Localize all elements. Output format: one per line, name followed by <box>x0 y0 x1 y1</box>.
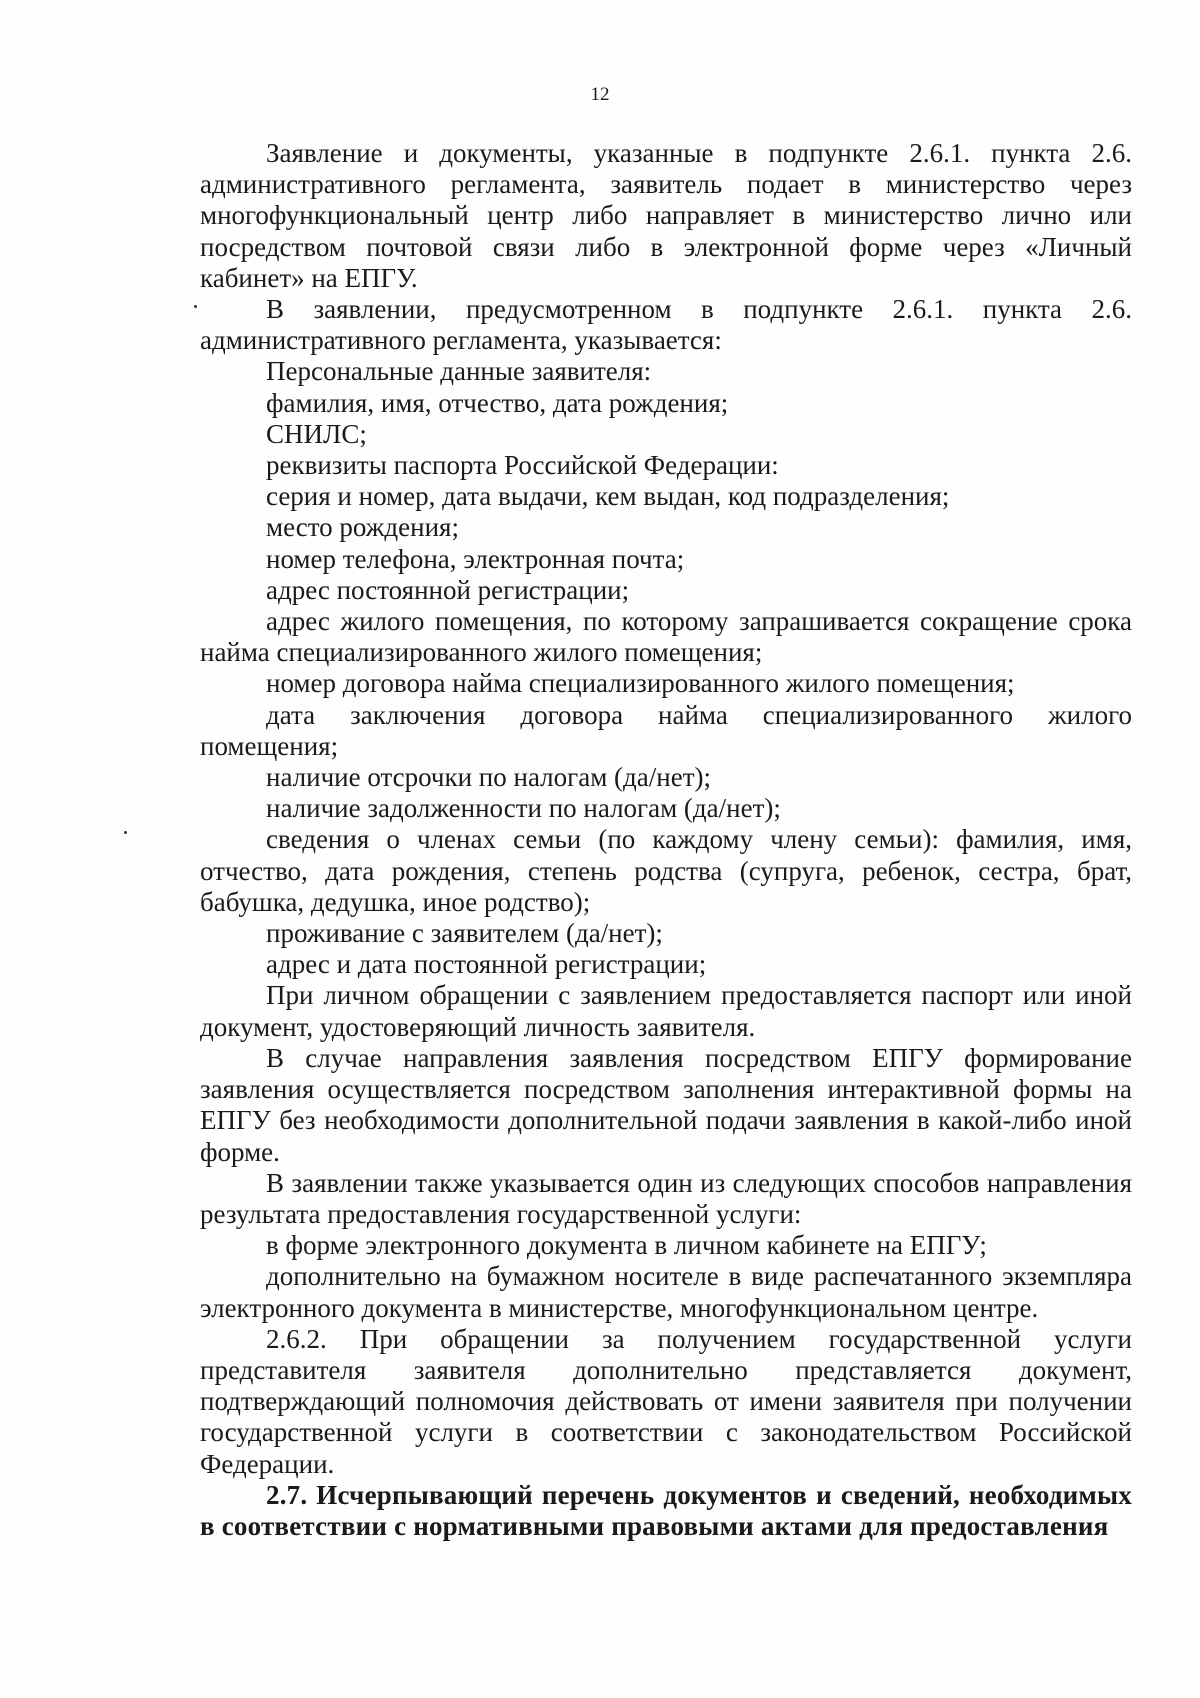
paragraph-epgu-form: В случае направления заявления посредством ЕПГУ формирование заявления осуществляется посредством заполнения интерактивной формы на ЕПГУ без необходимости дополнительной подачи заявления в какой-либо иной форме. <box>200 1042 1132 1167</box>
page-number: 12 <box>590 84 610 105</box>
list-item-cohabitation: проживание с заявителем (да/нет); <box>266 918 663 949</box>
list-item-contract-date: дата заключения договора найма специализированного жилого помещения; <box>200 699 1132 761</box>
scan-speck <box>194 305 197 308</box>
list-item-contract-number: номер договора найма специализированного жилого помещения; <box>266 668 1015 699</box>
list-item-tax-debt: наличие задолженности по налогам (да/нет); <box>266 793 781 824</box>
list-item-full-name: фамилия, имя, отчество, дата рождения; <box>266 387 729 418</box>
paragraph-application-contents: В заявлении, предусмотренном в подпункте 2.6.1. пункта 2.6. административного регламента, указывается: <box>200 294 1132 356</box>
document-body <box>200 138 1132 1542</box>
list-item-paper-result: дополнительно на бумажном носителе в виде распечатанного экземпляра электронного документа в министерстве, многофункциональном центре. <box>200 1261 1132 1323</box>
paragraph-identity-document: При личном обращении с заявлением предоставляется паспорт или иной документ, удостоверяющий личность заявителя. <box>200 980 1132 1042</box>
list-item-passport: реквизиты паспорта Российской Федерации: <box>266 450 779 481</box>
list-item-snils: СНИЛС; <box>266 418 367 449</box>
list-item-registration-address: адрес постоянной регистрации; <box>266 574 630 605</box>
list-item-birthplace: место рождения; <box>266 512 459 543</box>
list-item-dwelling-address: адрес жилого помещения, по которому запрашивается сокращение срока найма специализированного жилого помещения; <box>200 606 1132 668</box>
list-item-personal-data: Персональные данные заявителя: <box>266 356 652 387</box>
paragraph-2-6-2-representative: 2.6.2. При обращении за получением государственной услуги представителя заявителя дополнительно представляется документ, подтверждающий полномочия действовать от имени заявителя при получении государственной услуги в соответствии с законодательством Российской Федерации. <box>200 1323 1132 1479</box>
paragraph-submission-methods: Заявление и документы, указанные в подпункте 2.6.1. пункта 2.6. административного регламента, заявитель подает в министерство через многофункциональный центр либо направляет в министерство лично или посредством почтовой связи либо в электронной форме через «Личный кабинет» на ЕПГУ. <box>200 138 1132 293</box>
list-item-contacts: номер телефона, электронная почта; <box>266 543 685 574</box>
paragraph-result-methods: В заявлении также указывается один из следующих способов направления результата предоставления государственной услуги: <box>200 1167 1132 1229</box>
list-item-passport-details: серия и номер, дата выдачи, кем выдан, код подразделения; <box>266 481 950 512</box>
list-item-family-members: сведения о членах семьи (по каждому члену семьи): фамилия, имя, отчество, дата рождения, степень родства (супруга, ребенок, сестра, брат, бабушка, дедушка, иное родство); <box>200 824 1132 917</box>
list-item-family-registration: адрес и дата постоянной регистрации; <box>266 949 707 980</box>
section-heading-2-7: 2.7. Исчерпывающий перечень документов и сведений, необходимых в соответствии с нормативными правовыми актами для предоставления <box>200 1479 1132 1541</box>
list-item-electronic-result: в форме электронного документа в личном кабинете на ЕПГУ; <box>266 1230 987 1261</box>
scan-speck <box>124 831 127 834</box>
list-item-tax-deferral: наличие отсрочки по налогам (да/нет); <box>266 762 711 793</box>
